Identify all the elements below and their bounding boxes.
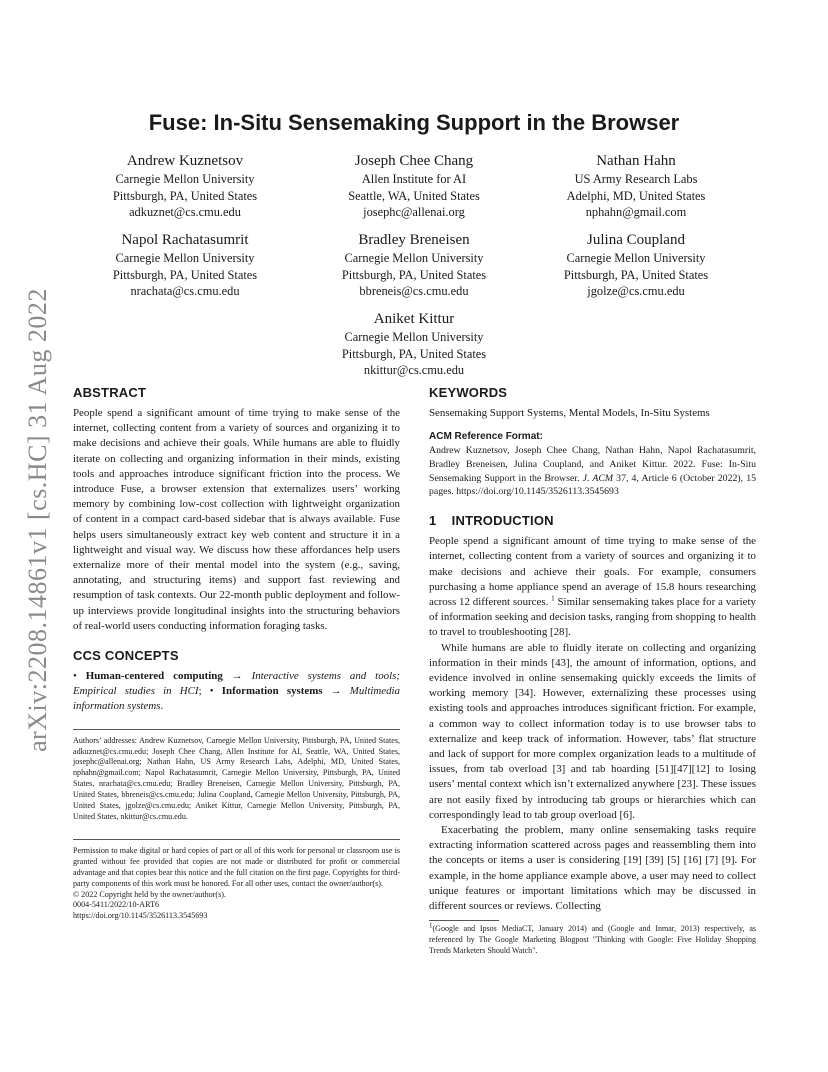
author-block bbox=[95, 152, 275, 221]
divider bbox=[73, 729, 400, 730]
author-email: nkittur@cs.cmu.edu bbox=[363, 363, 465, 377]
acm-ref-text bbox=[429, 444, 756, 499]
author-email: adkuznet@cs.cmu.edu bbox=[129, 205, 241, 219]
author-affiliation: Carnegie Mellon University bbox=[115, 251, 255, 265]
footnote-marker: 1 bbox=[551, 594, 555, 603]
authors-addresses: Authors’ addresses: Andrew Kuznetsov, Carnegie Mellon University, Pittsburgh, PA, United States, adkuznet@cs.cmu.edu; Joseph Chee Chang, Allen Institute for AI, Seattle, WA, United States, josephc@allenai.org; Nathan Hahn, US Army Research Labs, Adelphi, MD, United States, nphahn@gmail.com; Napol Rachatasumrit, Carnegie Mellon University, Pittsburgh, PA, United States, nrachata@cs.cmu.edu; Bradley Breneisen, Carnegie Mellon University, Pittsburgh, PA, United States, bbreneis@cs.cmu.edu; Julina Coupland, Carnegie Mellon University, Pittsburgh, PA, United States, jgolze@cs.cmu.edu; Aniket Kittur, Carnegie Mellon University, Pittsburgh, PA, United States, nkittur@cs.cmu.edu. bbox=[73, 735, 400, 821]
bullet: • bbox=[73, 670, 77, 683]
ccs-subterm: Multimedia information systems bbox=[73, 685, 400, 713]
author-location: Pittsburgh, PA, United States bbox=[341, 346, 487, 361]
keywords-heading: KEYWORDS bbox=[429, 385, 508, 400]
arxiv-stamp bbox=[20, 280, 56, 760]
author-location: Pittsburgh, PA, United States bbox=[112, 188, 258, 203]
acm-ref-details: 37, 4, Article 6 (October 2022), 15 pages. https://doi.org/10.1145/3526113.3545693 bbox=[429, 472, 757, 498]
author-affiliation: Allen Institute for AI bbox=[361, 172, 467, 186]
intro-paragraph bbox=[429, 534, 756, 640]
author-name: Aniket Kittur bbox=[373, 311, 455, 327]
abstract-text: People spend a significant amount of time trying to make sense of the internet, collecting content from a variety of sources and organizing it to make decisions and achieve their goals. While humans are able to fluidly iterate on collecting and organizing information in their minds, existing tools and approaches introduce significant friction into the process. We introduce Fuse, a browser extension that externalizes users’ working memory by combining low-cost collection with lightweight organization of content in a compact card-based sidebar that is always available. Fuse helps users simultaneously extract key web content and structure it in a lightweight and visual way. We discuss how these affordances help users externalize more of their mental model into the system (e.g., saving, annotating, and structuring items) and support fast reviewing and resumption of task contexts. Our 22-month public deployment and follow-up interviews provide longitudinal insights into the structuring behaviors of real-world users conducting information foraging tasks. bbox=[73, 407, 400, 632]
author-location: Pittsburgh, PA, United States bbox=[563, 267, 709, 282]
keywords-text: Sensemaking Support Systems, Mental Models, In-Situ Systems bbox=[429, 407, 710, 419]
period: . bbox=[160, 700, 164, 713]
permission-notice: Permission to make digital or hard copies of part or all of this work for personal or classroom use is granted without fee provided that copies are not made or distributed for profit or commercial advantage and that copies bear this notice and the full citation on the first page. Copyrights for third-party components of this work must be honored. For all other uses, contact the owner/author(s). bbox=[73, 845, 400, 888]
intro-paragraph: While humans are able to fluidly iterate on collecting and organizing information in their minds [43], the amount of information, options, and evidence involved in online sensemaking quickly exceeds the limits of working memory [34]. However, externalizing these processes using existing tools and approaches introduces significant friction. For example, a common way to collect information today is to use browser tabs to externalize and keep track of information. However, tabs’ flat structure and lack of support for more complex organization leads to a multitude of issues, from tab overload [3] and tab hoarding [51][47][12] to losing users’ mental context which isn’t externalized anywhere [23]. These issues are not easily fixed by introducing tab groups or hierarchies which can correspondingly lead to tab group overload [6]. bbox=[429, 641, 756, 821]
ccs-term: Human-centered computing bbox=[85, 670, 223, 683]
author-email: nrachata@cs.cmu.edu bbox=[130, 284, 240, 298]
author-email: bbreneis@cs.cmu.edu bbox=[359, 284, 469, 298]
acm-ref-heading: ACM Reference Format: bbox=[429, 431, 543, 442]
ccs-term: Information systems bbox=[221, 685, 323, 698]
author-block bbox=[324, 152, 504, 221]
author-affiliation: Carnegie Mellon University bbox=[115, 172, 255, 186]
author-block bbox=[324, 231, 504, 300]
intro-text: Similar sensemaking takes place for a variety of information seeking and decision tasks, ranging from shopping to health to travel to troubleshooting [28]. bbox=[429, 596, 756, 639]
author-block bbox=[546, 152, 726, 221]
author-location: Pittsburgh, PA, United States bbox=[341, 267, 487, 282]
author-block bbox=[324, 310, 504, 379]
author-name: Andrew Kuznetsov bbox=[126, 153, 244, 169]
separator: ; bbox=[198, 685, 210, 698]
author-affiliation: Carnegie Mellon University bbox=[344, 330, 484, 344]
doi-link[interactable]: https://doi.org/10.1145/3526113.3545693 bbox=[73, 911, 208, 921]
footnote-divider bbox=[429, 920, 499, 921]
author-name: Nathan Hahn bbox=[596, 153, 676, 169]
issn: 0004-5411/2022/10-ART6 bbox=[73, 900, 159, 910]
author-affiliation: Carnegie Mellon University bbox=[566, 251, 706, 265]
author-email: nphahn@gmail.com bbox=[585, 205, 687, 219]
arxiv-id: arXiv:2208.14861v1 [cs.HC] 31 Aug 2022 bbox=[23, 288, 52, 752]
footnote-text: (Google and Ipsos MediaCT, January 2014) and (Google and Inmar, 2013) respectively, as referenced by The Google Marketing Blogpost "Thinking with Google: Five Holiday Shopping Trends Marketers Should Watch". bbox=[429, 924, 756, 955]
author-block bbox=[95, 231, 275, 300]
bullet: • bbox=[209, 685, 214, 698]
arrow: → bbox=[222, 670, 252, 683]
divider bbox=[73, 839, 400, 840]
ccs-concepts bbox=[73, 669, 400, 715]
intro-heading: 1 INTRODUCTION bbox=[429, 513, 554, 529]
author-name: Julina Coupland bbox=[587, 232, 685, 248]
author-email: jgolze@cs.cmu.edu bbox=[587, 284, 685, 298]
paper-title: Fuse: In-Situ Sensemaking Support in the Browser bbox=[148, 110, 680, 135]
abstract-heading: ABSTRACT bbox=[73, 385, 147, 400]
acm-ref-journal: J. ACM bbox=[582, 472, 614, 484]
author-name: Bradley Breneisen bbox=[358, 232, 470, 248]
intro-text: People spend a significant amount of time trying to make sense of the internet, collecting content from a variety of sources and organizing it to make decisions and achieve their goals. For example, consumers purchasing a home appliance spend an average of 15.8 hours researching across 12 different sources. bbox=[429, 535, 756, 608]
ccs-heading: CCS CONCEPTS bbox=[73, 648, 179, 664]
right-column bbox=[429, 385, 756, 956]
intro-paragraph: Exacerbating the problem, many online sensemaking tasks require extracting information scattered across pages and reassembling them into the concepts or items a user is considering [19] [39] [5] [16] [7] [9]. For example, in the home appliance example above, a user may need to collect unique features or important limitations which may be discussed in different sources or reviews. Collecting bbox=[429, 824, 756, 913]
ccs-subterm: Interactive systems and tools; Empirical studies in HCI bbox=[73, 670, 400, 698]
author-location: Seattle, WA, United States bbox=[348, 188, 480, 203]
left-column bbox=[73, 385, 400, 922]
footnote bbox=[429, 921, 756, 956]
author-block bbox=[546, 231, 726, 300]
author-location: Adelphi, MD, United States bbox=[566, 188, 706, 203]
author-name: Joseph Chee Chang bbox=[354, 153, 474, 169]
author-affiliation: US Army Research Labs bbox=[574, 172, 698, 186]
author-name: Napol Rachatasumrit bbox=[121, 232, 249, 248]
copyright: © 2022 Copyright held by the owner/author(s). bbox=[73, 889, 226, 899]
footnote-mark: 1 bbox=[429, 921, 433, 930]
author-location: Pittsburgh, PA, United States bbox=[112, 267, 258, 282]
author-email: josephc@allenai.org bbox=[363, 205, 465, 219]
arrow: → bbox=[322, 685, 350, 698]
acm-ref-authors: Andrew Kuznetsov, Joseph Chee Chang, Nathan Hahn, Napol Rachatasumrit, Bradley Breneisen, Julina Coupland, and Aniket Kittur. 2022. Fuse: In-Situ Sensemaking Support in the Browser. bbox=[429, 445, 756, 484]
author-affiliation: Carnegie Mellon University bbox=[344, 251, 484, 265]
